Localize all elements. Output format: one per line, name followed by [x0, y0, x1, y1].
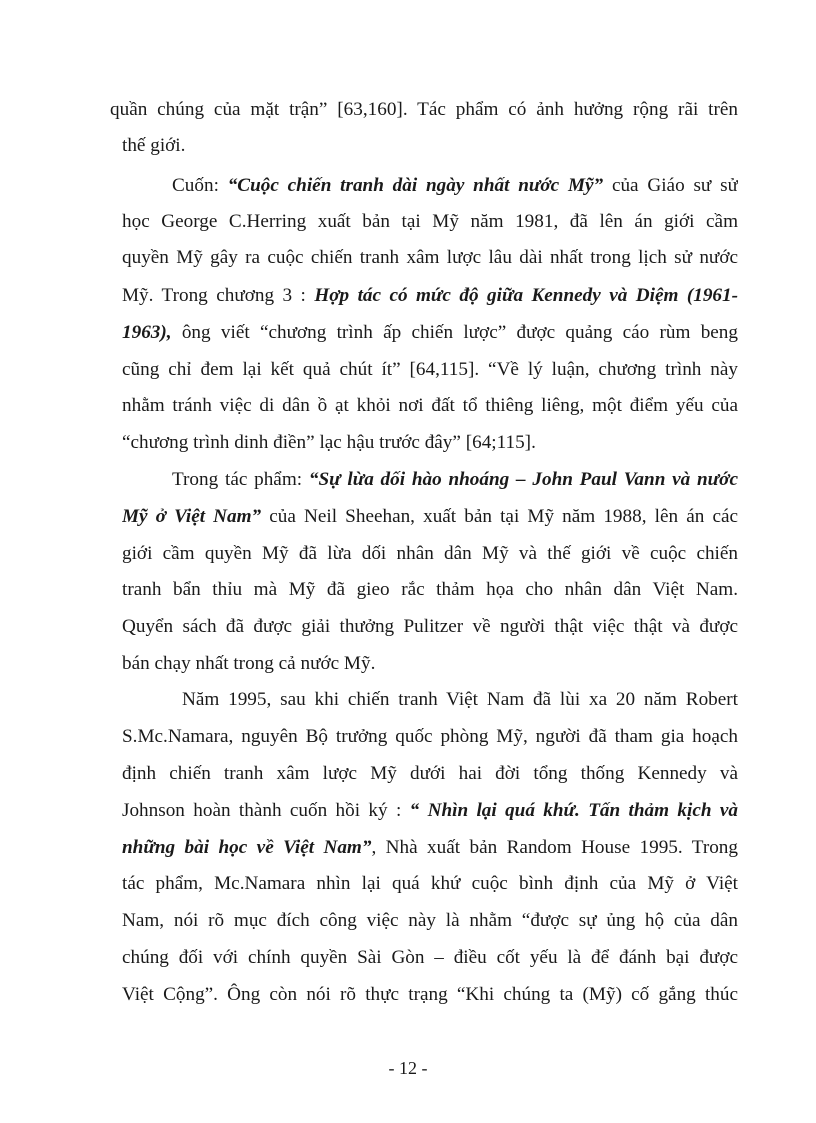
paragraph-start-line [172, 174, 738, 198]
paragraph-start-line: Năm 1995, sau khi chiến tranh Việt Nam đã lùi xa 20 năm Robert [182, 689, 738, 710]
text-line [122, 799, 738, 823]
text-line: Nam, nói rõ mục đích công việc này là nhằm “được sự ủng hộ của dân [122, 910, 738, 931]
book-title-end: những bài học về Việt Nam” [122, 837, 372, 858]
text-run: của Giáo sư sử [603, 175, 738, 196]
text-line [122, 284, 738, 308]
page-number: - 12 - [388, 1058, 428, 1078]
text-run: , Nhà xuất bản Random House 1995. Trong [371, 837, 738, 858]
chapter-title: Hợp tác có mức độ giữa Kennedy và Diệm (1961- [314, 285, 738, 306]
text-line: thế giới. [122, 135, 186, 156]
text-line: quần chúng của mặt trận” [63,160]. Tác phẩm có ảnh hưởng rộng rãi trên [110, 99, 738, 120]
text-line: định chiến tranh xâm lược Mỹ dưới hai đời tổng thống Kennedy và [122, 763, 738, 784]
text-line: “chương trình dinh điền” lạc hậu trước đây” [64;115]. [122, 432, 536, 453]
paragraph-start-line [172, 468, 738, 492]
chapter-title-end: 1963), [122, 322, 172, 343]
text-line: bán chạy nhất trong cả nước Mỹ. [122, 653, 376, 674]
text-line: cũng chỉ đem lại kết quả chút ít” [64,115]. “Về lý luận, chương trình này [122, 359, 738, 380]
text-line: chúng đối với chính quyền Sài Gòn – điều cốt yếu là để đánh bại được [122, 947, 738, 968]
text-run: Trong tác phẩm: [172, 469, 309, 490]
text-line: nhằm tránh việc di dân ồ ạt khỏi nơi đất tổ thiêng liêng, một điểm yếu của [122, 395, 738, 416]
text-run: ông viết “chương trình ấp chiến lược” được quảng cáo rùm beng [171, 322, 738, 343]
text-line: giới cầm quyền Mỹ đã lừa dối nhân dân Mỹ và thế giới về cuộc chiến [122, 543, 738, 564]
text-line: tác phẩm, Mc.Namara nhìn lại quá khứ cuộc bình định của Mỹ ở Việt [122, 873, 738, 894]
text-line [122, 505, 738, 529]
text-line [122, 836, 738, 860]
book-title: “Sự lừa dối hào nhoáng – John Paul Vann và nước [308, 469, 738, 490]
text-line: S.Mc.Namara, nguyên Bộ trưởng quốc phòng Mỹ, người đã tham gia hoạch [122, 726, 738, 747]
text-line: Việt Cộng”. Ông còn nói rõ thực trạng “Khi chúng ta (Mỹ) cố gắng thúc [122, 984, 738, 1005]
book-title-end: Mỹ ở Việt Nam” [122, 506, 262, 527]
text-line: Quyển sách đã được giải thưởng Pulitzer về người thật việc thật và được [122, 616, 738, 637]
text-line: quyền Mỹ gây ra cuộc chiến tranh xâm lược lâu dài nhất trong lịch sử nước [122, 247, 738, 268]
text-line [122, 321, 738, 345]
book-title: “Cuộc chiến tranh dài ngày nhất nước Mỹ” [227, 175, 604, 196]
text-run: Johnson hoàn thành cuốn hồi ký : [122, 800, 410, 821]
text-run: của Neil Sheehan, xuất bản tại Mỹ năm 1988, lên án các [261, 506, 738, 527]
book-title: “ Nhìn lại quá khứ. Tấn thảm kịch và [409, 800, 738, 821]
text-line: tranh bẩn thỉu mà Mỹ đã gieo rắc thảm họa cho nhân dân Việt Nam. [122, 579, 738, 600]
text-run: Mỹ. Trong chương 3 : [122, 285, 315, 306]
text-line: học George C.Herring xuất bản tại Mỹ năm 1981, đã lên án giới cầm [122, 211, 738, 232]
text-run: Cuốn: [172, 175, 228, 196]
